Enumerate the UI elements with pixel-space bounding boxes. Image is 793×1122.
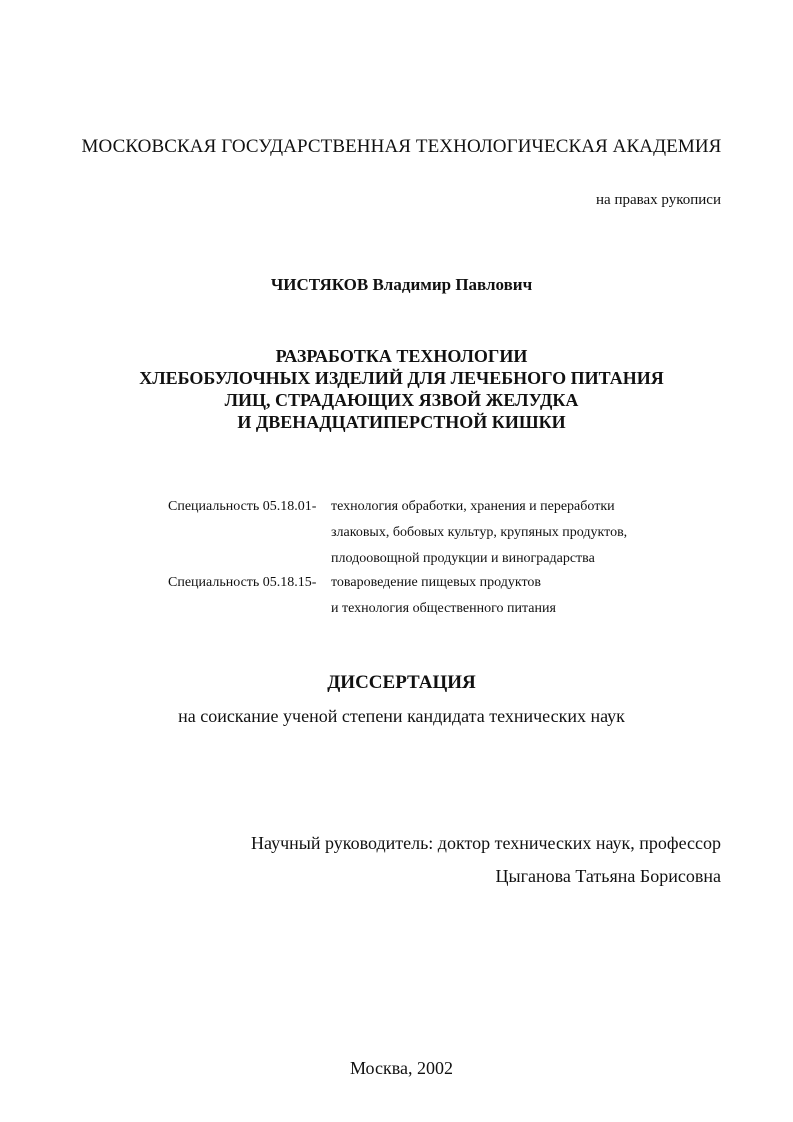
institution-name: МОСКОВСКАЯ ГОСУДАРСТВЕННАЯ ТЕХНОЛОГИЧЕСКАЯ АКАДЕМИЯ bbox=[81, 136, 722, 157]
title-line: И ДВЕНАДЦАТИПЕРСТНОЙ КИШКИ bbox=[237, 412, 566, 432]
title-line: ХЛЕБОБУЛОЧНЫХ ИЗДЕЛИЙ ДЛЯ ЛЕЧЕБНОГО ПИТАНИЯ bbox=[139, 368, 664, 388]
manuscript-note: на правах рукописи bbox=[596, 192, 721, 208]
specialty-label: Специальность 05.18.15- bbox=[168, 575, 317, 590]
specialty-text-line: технология обработки, хранения и переработки bbox=[331, 499, 615, 514]
specialty-text-line: плодоовощной продукции и виноградарства bbox=[331, 551, 595, 566]
specialty-text-line: товароведение пищевых продуктов bbox=[331, 575, 542, 590]
document-type: ДИССЕРТАЦИЯ bbox=[327, 672, 476, 693]
specialty-label: Специальность 05.18.01- bbox=[168, 499, 317, 514]
specialty-text-line: и технология общественного питания bbox=[331, 601, 556, 616]
specialty-text-line: злаковых, бобовых культур, крупяных продуктов, bbox=[331, 525, 628, 540]
title-line: РАЗРАБОТКА ТЕХНОЛОГИИ bbox=[275, 346, 528, 366]
author-name: ЧИСТЯКОВ Владимир Павлович bbox=[270, 275, 533, 294]
city-year: Москва, 2002 bbox=[350, 1058, 453, 1078]
supervisor-name: Цыганова Татьяна Борисовна bbox=[495, 866, 721, 886]
degree-statement: на соискание ученой степени кандидата технических наук bbox=[178, 706, 625, 726]
dissertation-title bbox=[0, 345, 793, 433]
title-line: ЛИЦ, СТРАДАЮЩИХ ЯЗВОЙ ЖЕЛУДКА bbox=[224, 390, 579, 410]
supervisor-role: Научный руководитель: доктор технических наук, профессор bbox=[251, 833, 721, 853]
